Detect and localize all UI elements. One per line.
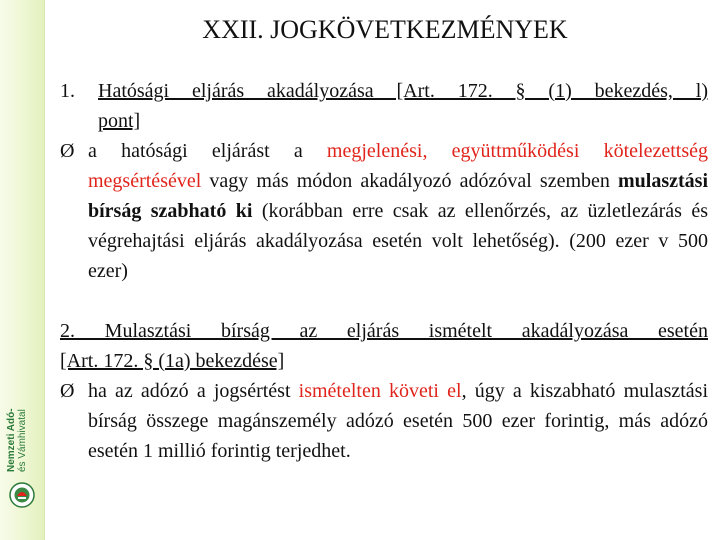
arrow-bullet-icon: Ø [60, 140, 75, 162]
logo-line-2: és Vámhivatal [17, 409, 28, 472]
agency-emblem-icon [9, 482, 35, 508]
slide-content [60, 76, 708, 466]
section-1-text-1: a hatósági eljárást a [88, 140, 327, 162]
section-1-heading [60, 76, 708, 106]
page-title: XXII. JOGKÖVETKEZMÉNYEK [202, 15, 568, 44]
section-1-heading-line-1: Hatósági eljárás akadályozása [Art. 172. § (1) bekezdés, l) [98, 80, 708, 102]
section-2-highlight-repeat: ismételten követi el [298, 380, 462, 402]
section-2-bullet [60, 376, 708, 466]
section-1-heading-continued [60, 106, 708, 136]
section-2-text-1: ha az adózó a jogsértést [88, 380, 299, 402]
section-1-text-3: (korábban erre csak az ellenőrzés, az üzletlezárás és végrehajtási eljárás akadályozása esetén volt lehetőség). (200 ezer v 500 ezer) [88, 200, 709, 282]
logo-line-1: Nemzeti Adó- [6, 408, 17, 472]
section-1-bold-penalty: mulasztási bírság szabható ki [88, 170, 708, 222]
section-1-heading-line-2: pont] [98, 110, 141, 132]
section-1-highlight-obligation: megjelenési, együttműködési kötelezettség megsértésével [88, 140, 708, 192]
section-2-heading-line-1: 2. Mulasztási bírság az eljárás ismételt akadályozása esetén [60, 320, 708, 342]
section-1-text-2: vagy más módon akadályozó adózóval szemben [201, 170, 618, 192]
arrow-bullet-icon: Ø [60, 380, 75, 402]
section-2-heading-line-2: [Art. 172. § (1a) bekezdése] [60, 350, 285, 372]
left-sidebar-bar [0, 0, 45, 540]
section-1-bullet [60, 136, 708, 286]
section-2-text-2: , úgy a kiszabható mulasztási bírság összege magánszemély adózó esetén 500 ezer forintig, más adózó esetén 1 millió forintig terjedhet. [88, 380, 708, 462]
section-1-number: 1. [60, 80, 75, 102]
agency-logo-text [6, 362, 40, 472]
